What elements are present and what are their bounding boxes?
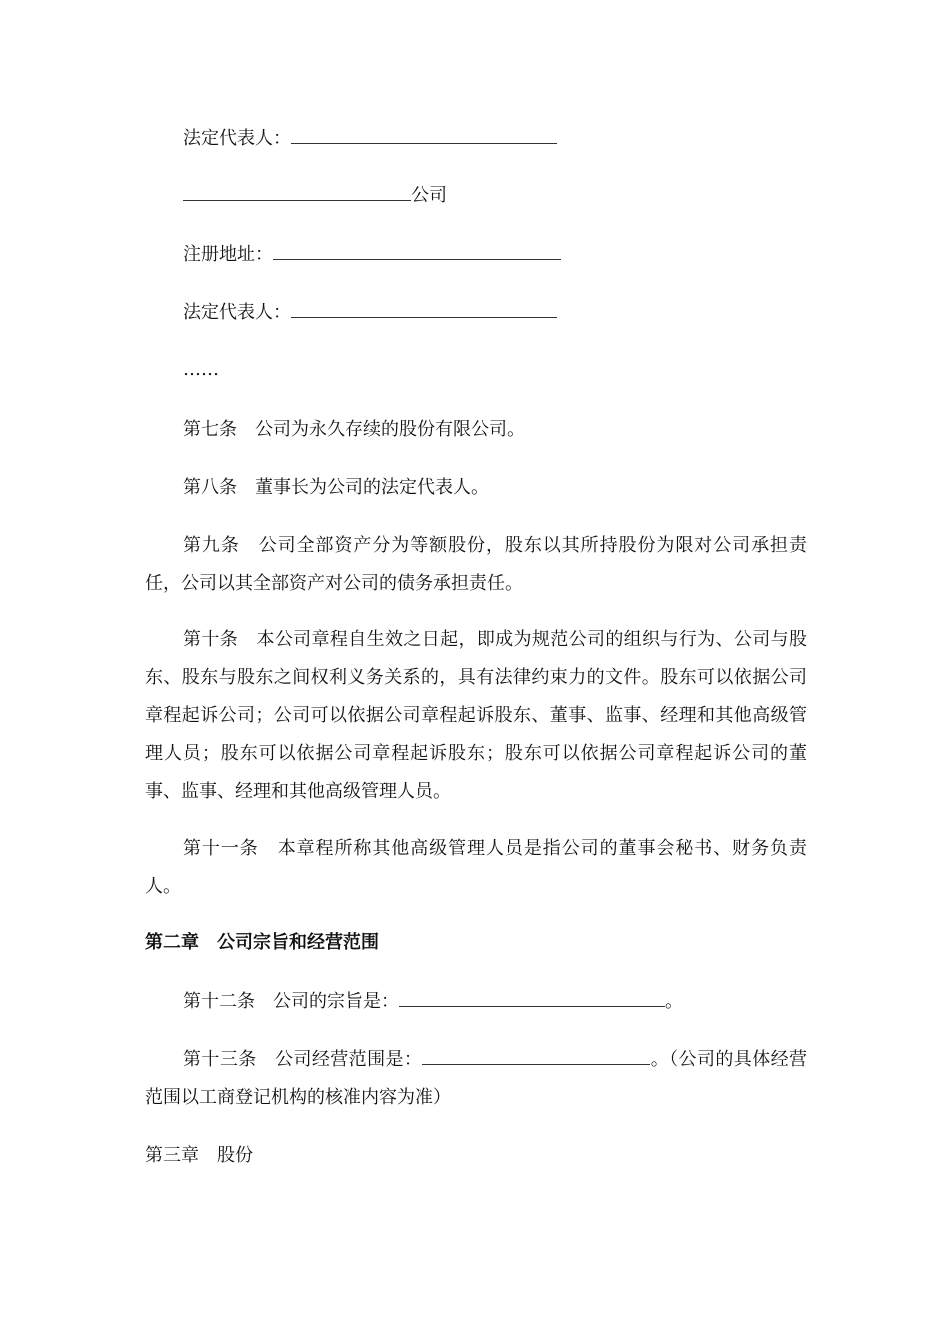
article-number: 第九条 bbox=[183, 535, 240, 556]
company-name-blank bbox=[183, 186, 411, 201]
ellipsis: …… bbox=[183, 359, 219, 380]
company-suffix: 公司 bbox=[411, 185, 447, 206]
article-end: 。（公司的具体经营范围以工商登记机构的核准内容为准） bbox=[145, 1049, 808, 1108]
article-text: 公司全部资产分为等额股份，股东以其所持股份为限对公司承担责任，公司以其全部资产对公司的债务承担责任。 bbox=[145, 535, 807, 594]
article-text: 公司的宗旨是： bbox=[273, 991, 399, 1012]
article-11 bbox=[145, 830, 807, 906]
registered-address-label: 注册地址： bbox=[183, 244, 273, 265]
legal-representative-line-2 bbox=[183, 294, 807, 332]
chapter-title: 公司宗旨和经营范围 bbox=[217, 932, 379, 953]
chapter-2-heading bbox=[145, 924, 807, 962]
chapter-number: 第二章 bbox=[145, 932, 199, 953]
article-number: 第八条 bbox=[183, 477, 237, 498]
article-end: 。 bbox=[665, 991, 683, 1012]
company-name-line bbox=[183, 177, 807, 215]
legal-representative-line-1 bbox=[183, 120, 807, 158]
article-number: 第十二条 bbox=[183, 991, 255, 1012]
legal-representative-label: 法定代表人： bbox=[183, 128, 291, 149]
legal-representative-blank bbox=[291, 129, 557, 144]
ellipsis-line bbox=[183, 351, 807, 389]
registered-address-blank bbox=[273, 245, 561, 260]
article-text: 公司为永久存续的股份有限公司。 bbox=[255, 419, 525, 440]
article-text: 董事长为公司的法定代表人。 bbox=[255, 477, 489, 498]
article-number: 第十一条 bbox=[183, 838, 259, 859]
article-text: 本公司章程自生效之日起，即成为规范公司的组织与行为、公司与股东、股东与股东之间权利义务关系的，具有法律约束力的文件。股东可以依据公司章程起诉公司；公司可以依据公司章程起诉股东、董事、监事、经理和其他高级管理人员；股东可以依据公司章程起诉股东；股东可以依据公司章程起诉公司的董事、监事、经理和其他高级管理人员。 bbox=[145, 629, 807, 802]
chapter-title: 股份 bbox=[217, 1145, 253, 1166]
legal-representative-label: 法定代表人： bbox=[183, 302, 291, 323]
chapter-3-heading bbox=[145, 1137, 807, 1175]
article-12 bbox=[183, 983, 807, 1021]
article-10 bbox=[145, 621, 807, 811]
business-scope-blank bbox=[422, 1050, 650, 1065]
article-number: 第十三条 bbox=[183, 1049, 257, 1070]
purpose-blank bbox=[399, 992, 665, 1007]
article-9 bbox=[145, 527, 807, 603]
article-text: 本章程所称其他高级管理人员是指公司的董事会秘书、财务负责人。 bbox=[145, 838, 807, 897]
chapter-number: 第三章 bbox=[145, 1145, 199, 1166]
registered-address-line bbox=[183, 236, 807, 274]
article-13 bbox=[145, 1041, 807, 1117]
article-number: 第七条 bbox=[183, 419, 237, 440]
article-number: 第十条 bbox=[183, 629, 239, 650]
article-text: 公司经营范围是： bbox=[274, 1049, 423, 1070]
article-7 bbox=[183, 411, 807, 449]
article-8 bbox=[183, 469, 807, 507]
legal-representative-blank bbox=[291, 303, 557, 318]
